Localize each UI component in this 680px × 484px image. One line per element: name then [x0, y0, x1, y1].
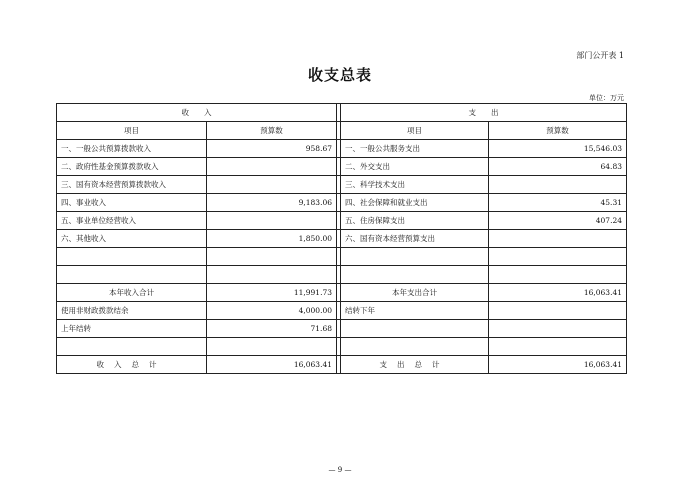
table-row: [57, 212, 627, 230]
income-item-cell: [57, 338, 207, 356]
income-item-cell: 三、国有资本经营预算拨款收入: [57, 176, 207, 194]
expense-value-cell: 45.31: [489, 194, 627, 212]
expense-subtotal-value: 16,063.41: [489, 284, 627, 302]
income-item-cell: 一、一般公共预算拨款收入: [57, 140, 207, 158]
unit-label: 单位：万元: [589, 94, 624, 102]
expense-item-cell: 四、社会保障和就业支出: [341, 194, 489, 212]
expense-subtotal-label: 本年支出合计: [341, 284, 489, 302]
expense-budget-header: 预算数: [489, 122, 627, 140]
expense-item-cell: 一、一般公共服务支出: [341, 140, 489, 158]
income-section-header: 收 入: [57, 104, 337, 122]
expense-item-cell: 六、国有资本经营预算支出: [341, 230, 489, 248]
income-item-cell: [57, 266, 207, 284]
column-header-row: [57, 122, 627, 140]
income-total-label: 收入总计: [57, 356, 207, 374]
expense-item-header: 项目: [341, 122, 489, 140]
income-budget-header: 预算数: [207, 122, 337, 140]
expense-value-cell: [489, 230, 627, 248]
income-subtotal-label: 本年收入合计: [57, 284, 207, 302]
table-row: [57, 230, 627, 248]
income-item-cell: 上年结转: [57, 320, 207, 338]
income-value-cell: 9,183.06: [207, 194, 337, 212]
expense-value-cell: [489, 248, 627, 266]
subtotal-row: [57, 284, 627, 302]
table-row: [57, 266, 627, 284]
income-subtotal-value: 11,991.73: [207, 284, 337, 302]
grand-total-row: [57, 356, 627, 374]
expense-value-cell: 407.24: [489, 212, 627, 230]
income-value-cell: 4,000.00: [207, 302, 337, 320]
expense-item-cell: 结转下年: [341, 302, 489, 320]
income-value-cell: [207, 248, 337, 266]
income-value-cell: [207, 266, 337, 284]
section-header-row: [57, 104, 627, 122]
expense-item-cell: 五、住房保障支出: [341, 212, 489, 230]
income-item-cell: 二、政府性基金预算拨款收入: [57, 158, 207, 176]
income-item-header: 项目: [57, 122, 207, 140]
expense-value-cell: [489, 302, 627, 320]
page-title: 收支总表: [307, 66, 372, 84]
budget-summary-table: [56, 103, 627, 374]
income-value-cell: 958.67: [207, 140, 337, 158]
expense-item-cell: [341, 338, 489, 356]
expense-item-cell: 三、科学技术支出: [341, 176, 489, 194]
income-item-cell: 四、事业收入: [57, 194, 207, 212]
expense-item-cell: [341, 248, 489, 266]
expense-value-cell: [489, 320, 627, 338]
table-row: [57, 302, 627, 320]
expense-section-header: 支 出: [341, 104, 627, 122]
expense-value-cell: 15,546.03: [489, 140, 627, 158]
expense-item-cell: [341, 320, 489, 338]
income-value-cell: 1,850.00: [207, 230, 337, 248]
table-row: [57, 320, 627, 338]
expense-item-cell: 二、外交支出: [341, 158, 489, 176]
income-value-cell: 71.68: [207, 320, 337, 338]
income-total-value: 16,063.41: [207, 356, 337, 374]
expense-value-cell: [489, 338, 627, 356]
table-row: [57, 194, 627, 212]
expense-item-cell: [341, 266, 489, 284]
income-value-cell: [207, 338, 337, 356]
table-row: [57, 338, 627, 356]
expense-value-cell: [489, 176, 627, 194]
expense-value-cell: [489, 266, 627, 284]
income-item-cell: [57, 248, 207, 266]
table-number-label: 部门公开表 1: [576, 51, 624, 60]
income-item-cell: 使用非财政拨款结余: [57, 302, 207, 320]
income-value-cell: [207, 158, 337, 176]
expense-total-label: 支出总计: [341, 356, 489, 374]
table-row: [57, 176, 627, 194]
table-row: [57, 158, 627, 176]
income-value-cell: [207, 176, 337, 194]
income-item-cell: 五、事业单位经营收入: [57, 212, 207, 230]
expense-value-cell: 64.83: [489, 158, 627, 176]
table-row: [57, 140, 627, 158]
income-item-cell: 六、其他收入: [57, 230, 207, 248]
page-number: — 9 —: [328, 466, 352, 474]
income-value-cell: [207, 212, 337, 230]
table-row: [57, 248, 627, 266]
expense-total-value: 16,063.41: [489, 356, 627, 374]
